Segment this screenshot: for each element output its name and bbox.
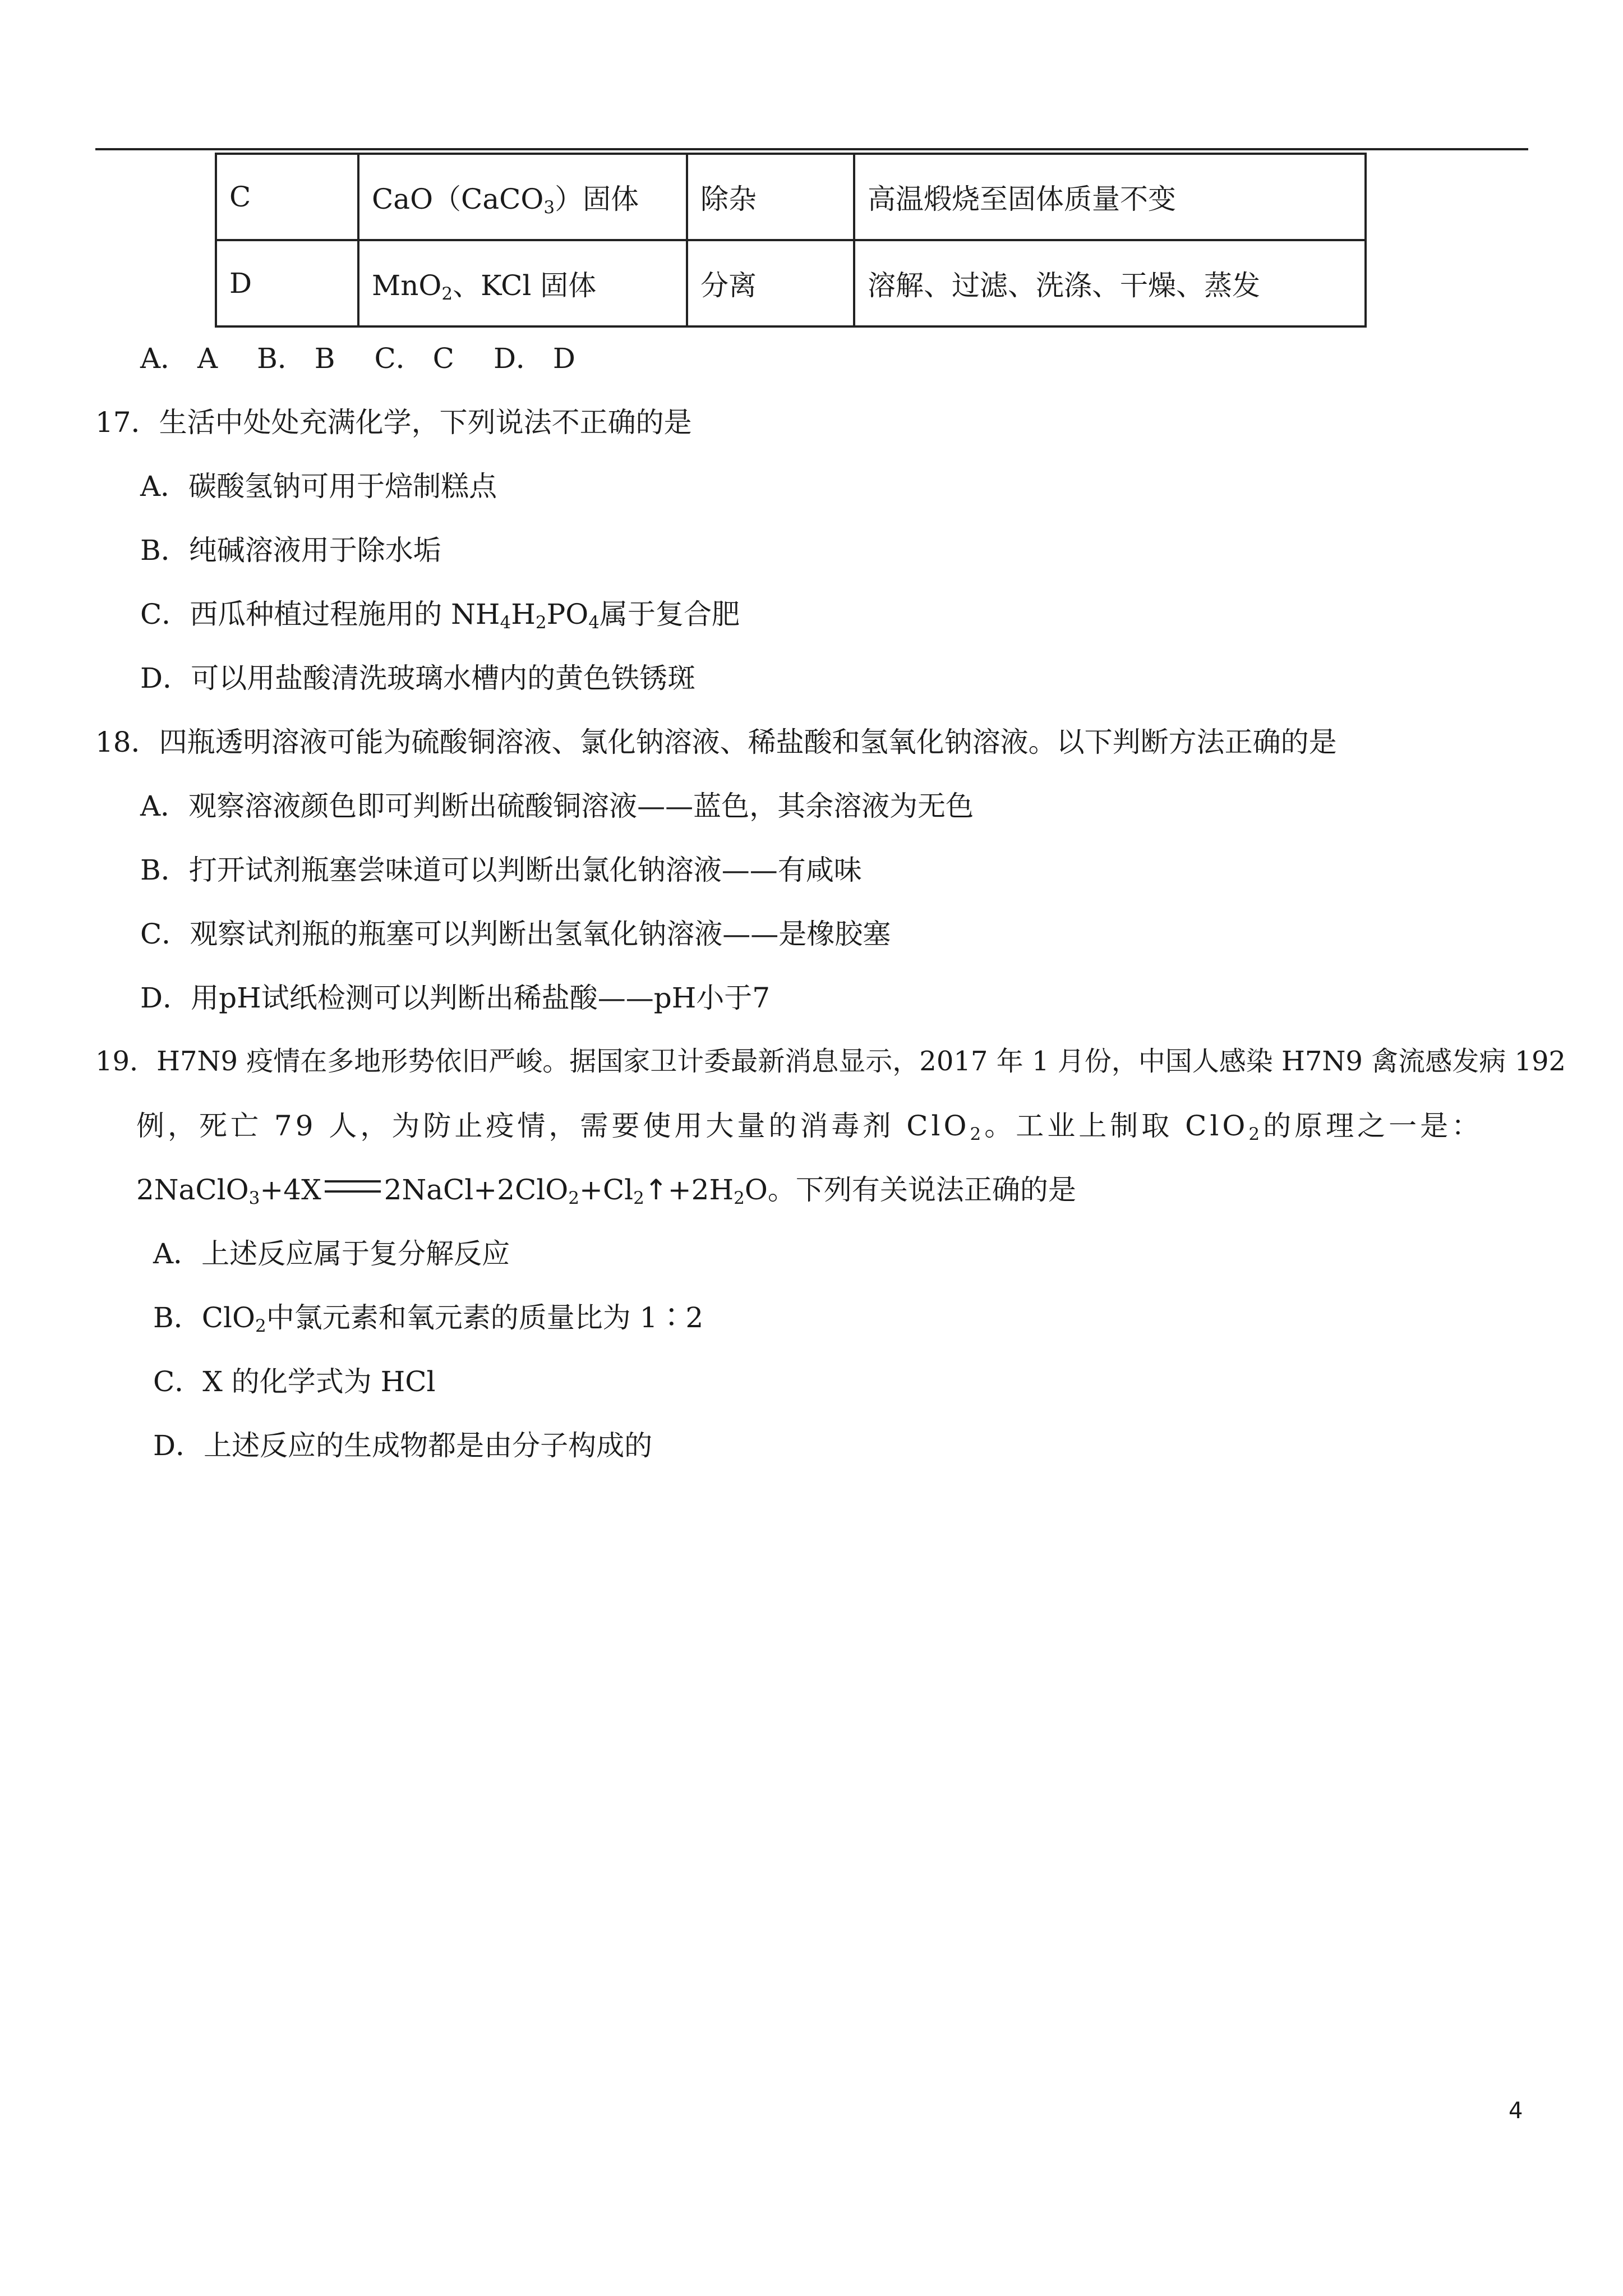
q18-option-b[interactable]: B．打开试剂瓶塞尝味道可以判断出氯化钠溶液——有咸味 bbox=[140, 854, 862, 886]
row-substance: CaO（CaCO$_3$）固体 bbox=[358, 154, 687, 240]
q17-option-a[interactable]: A．碳酸氢钠可用于焙制糕点 bbox=[140, 470, 497, 503]
choice-b[interactable]: B． B bbox=[257, 342, 335, 375]
q18-option-d[interactable]: D．用pH试纸检测可以判断出稀盐酸——pH小于7 bbox=[140, 982, 771, 1014]
q19-option-c[interactable]: C．X 的化学式为 HCl bbox=[153, 1365, 436, 1398]
table-row bbox=[216, 154, 1366, 240]
q18-option-c[interactable]: C．观察试剂瓶的瓶塞可以判断出氢氧化钠溶液——是橡胶塞 bbox=[140, 918, 891, 950]
choice-c[interactable]: C． C bbox=[374, 342, 454, 375]
row-letter: D bbox=[216, 240, 358, 326]
q19-equation: 2NaClO$_3$+4X $2NaCl+2ClO_2+Cl_2↑+2H_2O$。下列有关说法正确的是 bbox=[136, 1174, 1076, 1208]
row-substance: MnO$_2$、KCl 固体 bbox=[358, 240, 687, 326]
q17-stem: 17．生活中处处充满化学，下列说法不正确的是 bbox=[95, 406, 692, 439]
row-purpose: 分离 bbox=[687, 240, 854, 326]
q18-stem: 18．四瓶透明溶液可能为硫酸铜溶液、氯化钠溶液、稀盐酸和氢氧化钠溶液。以下判断方法正确的是 bbox=[95, 726, 1337, 758]
q19-stem-line1: 19．H7N9 疫情在多地形势依旧严峻。据国家卫计委最新消息显示，2017 年 1 月份，中国人感染 H7N9 禽流感发病 192 bbox=[95, 1046, 1566, 1077]
equals-sign bbox=[325, 1180, 381, 1193]
header-rule bbox=[95, 148, 1528, 150]
q19-option-b[interactable]: B．ClO$_2$中氯元素和氧元素的质量比为 1∶2 bbox=[153, 1301, 704, 1336]
q16-choices bbox=[140, 343, 615, 374]
q19-stem-line2: 例，死亡 79 人，为防止疫情，需要使用大量的消毒剂 ClO$_2$。工业上制取 ClO$_2$的原理之一是： bbox=[136, 1110, 1483, 1144]
row-letter: C bbox=[216, 154, 358, 240]
table-row bbox=[216, 240, 1366, 326]
page-number: 4 bbox=[1509, 2098, 1523, 2124]
q19-option-d[interactable]: D．上述反应的生成物都是由分子构成的 bbox=[153, 1429, 653, 1462]
row-purpose: 除杂 bbox=[687, 154, 854, 240]
q17-option-d[interactable]: D．可以用盐酸清洗玻璃水槽内的黄色铁锈斑 bbox=[140, 662, 696, 694]
q17-option-c[interactable]: C．西瓜种植过程施用的 $NH_4H_2PO_4$属于复合肥 bbox=[140, 598, 740, 633]
gas-arrow-icon: ↑ bbox=[644, 1174, 668, 1206]
row-method: 溶解、过滤、洗涤、干燥、蒸发 bbox=[854, 240, 1366, 326]
row-method: 高温煅烧至固体质量不变 bbox=[854, 154, 1366, 240]
choice-d[interactable]: D． D bbox=[493, 342, 576, 375]
q17-option-b[interactable]: B．纯碱溶液用于除水垢 bbox=[140, 534, 441, 567]
q19-option-a[interactable]: A．上述反应属于复分解反应 bbox=[153, 1237, 510, 1270]
options-table bbox=[215, 153, 1367, 328]
q18-option-a[interactable]: A．观察溶液颜色即可判断出硫酸铜溶液——蓝色，其余溶液为无色 bbox=[140, 790, 974, 822]
choice-a[interactable]: A． A bbox=[140, 342, 218, 375]
